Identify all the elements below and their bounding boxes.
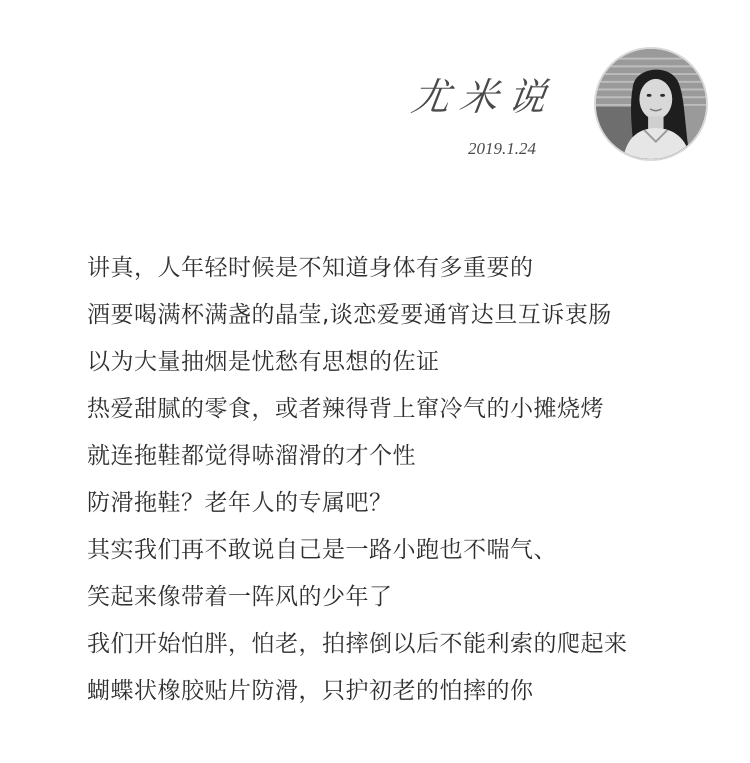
poem-body — [87, 245, 727, 715]
poem-line: 以为大量抽烟是忧愁有思想的佐证 — [87, 349, 440, 375]
poem-line: 蝴蝶状橡胶贴片防滑，只护初老的怕摔的你 — [87, 678, 534, 704]
author-name: 尤米说 — [408, 75, 560, 119]
poem-line: 酒要喝满杯满盏的晶莹,谈恋爱要通宵达旦互诉衷肠 — [87, 302, 612, 328]
poem-line: 讲真，人年轻时候是不知道身体有多重要的 — [87, 255, 534, 281]
poem-line: 其实我们再不敢说自己是一路小跑也不喘气、 — [87, 537, 557, 563]
portrait-photo-icon — [596, 49, 706, 159]
poem-line: 热爱甜腻的零食，或者辣得背上窜冷气的小摊烧烤 — [87, 396, 604, 422]
poem-line: 我们开始怕胖，怕老，拍摔倒以后不能利索的爬起来 — [87, 631, 628, 657]
avatar — [594, 47, 708, 161]
poem-line: 就连拖鞋都觉得哧溜滑的才个性 — [87, 443, 416, 469]
poem-line: 防滑拖鞋？老年人的专属吧？ — [87, 490, 393, 516]
post-date: 2019.1.24 — [468, 139, 536, 158]
post-header — [0, 0, 750, 180]
poem-line: 笑起来像带着一阵风的少年了 — [87, 584, 393, 610]
